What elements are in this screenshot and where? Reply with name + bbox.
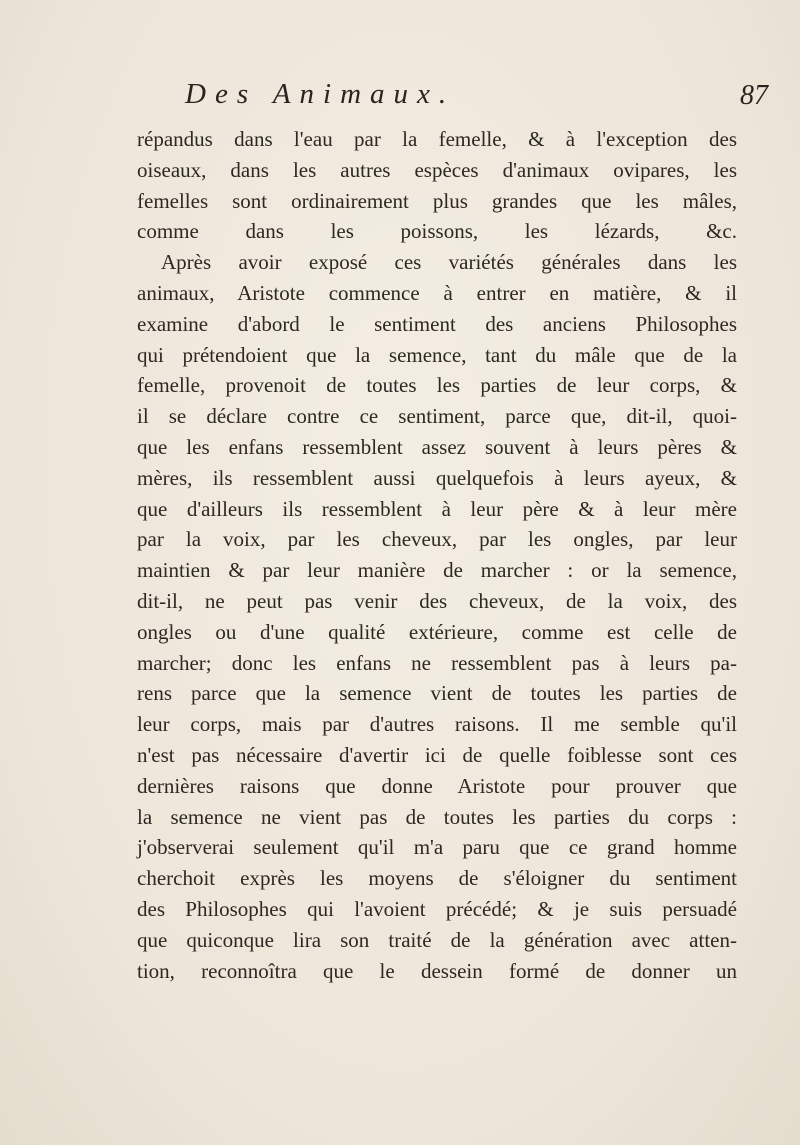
text-line: ongles ou d'une qualité extérieure, comme est celle de — [137, 619, 737, 644]
running-head — [185, 78, 785, 118]
text-line: n'est pas nécessaire d'avertir ici de quelle foiblesse sont ces — [137, 742, 737, 767]
text-line: rens parce que la semence vient de toutes les parties de — [137, 681, 737, 706]
text-line: femelle, provenoit de toutes les parties de leur corps, & — [137, 373, 737, 398]
text-line: maintien & par leur manière de marcher : or la semence, — [137, 558, 737, 583]
text-line: comme dans les poissons, les lézards, &c. — [137, 219, 737, 244]
text-line: j'observerai seulement qu'il m'a paru que ce grand homme — [137, 835, 737, 860]
text-line: leur corps, mais par d'autres raisons. Il me semble qu'il — [137, 712, 737, 737]
text-line: la semence ne vient pas de toutes les parties du corps : — [137, 804, 737, 829]
text-line: dernières raisons que donne Aristote pour prouver que — [137, 773, 737, 798]
text-line: femelles sont ordinairement plus grandes que les mâles, — [137, 188, 737, 213]
text-line: répandus dans l'eau par la femelle, & à l'exception des — [137, 127, 737, 151]
text-line: oiseaux, dans les autres espèces d'animaux ovipares, les — [137, 157, 737, 182]
text-line: qui prétendoient que la semence, tant du mâle que de la — [137, 342, 737, 367]
text-line: que les enfans ressemblent assez souvent à leurs pères & — [137, 434, 737, 459]
page-number: 87 — [740, 80, 768, 111]
running-title: Des Animaux. — [185, 78, 456, 110]
text-line: marcher; donc les enfans ne ressemblent pas à leurs pa- — [137, 650, 737, 675]
text-line: dit-il, ne peut pas venir des cheveux, de la voix, des — [137, 588, 737, 613]
body-text — [137, 124, 737, 986]
text-line: tion, reconnoîtra que le dessein formé de donner un — [137, 958, 737, 983]
text-line: que d'ailleurs ils ressemblent à leur père & à leur mère — [137, 496, 737, 521]
text-line: il se déclare contre ce sentiment, parce que, dit-il, quoi- — [137, 404, 737, 429]
text-line: mères, ils ressemblent aussi quelquefois à leurs ayeux, & — [137, 465, 737, 490]
text-line: animaux, Aristote commence à entrer en matière, & il — [137, 280, 737, 305]
text-line: Après avoir exposé ces variétés générales dans les — [161, 250, 737, 275]
text-line: examine d'abord le sentiment des anciens Philosophes — [137, 311, 737, 336]
text-line: cherchoit exprès les moyens de s'éloigner du sentiment — [137, 866, 737, 891]
text-line: des Philosophes qui l'avoient précédé; & je suis persuadé — [137, 896, 737, 921]
text-line: par la voix, par les cheveux, par les ongles, par leur — [137, 527, 737, 552]
text-line: que quiconque lira son traité de la génération avec atten- — [137, 927, 737, 952]
